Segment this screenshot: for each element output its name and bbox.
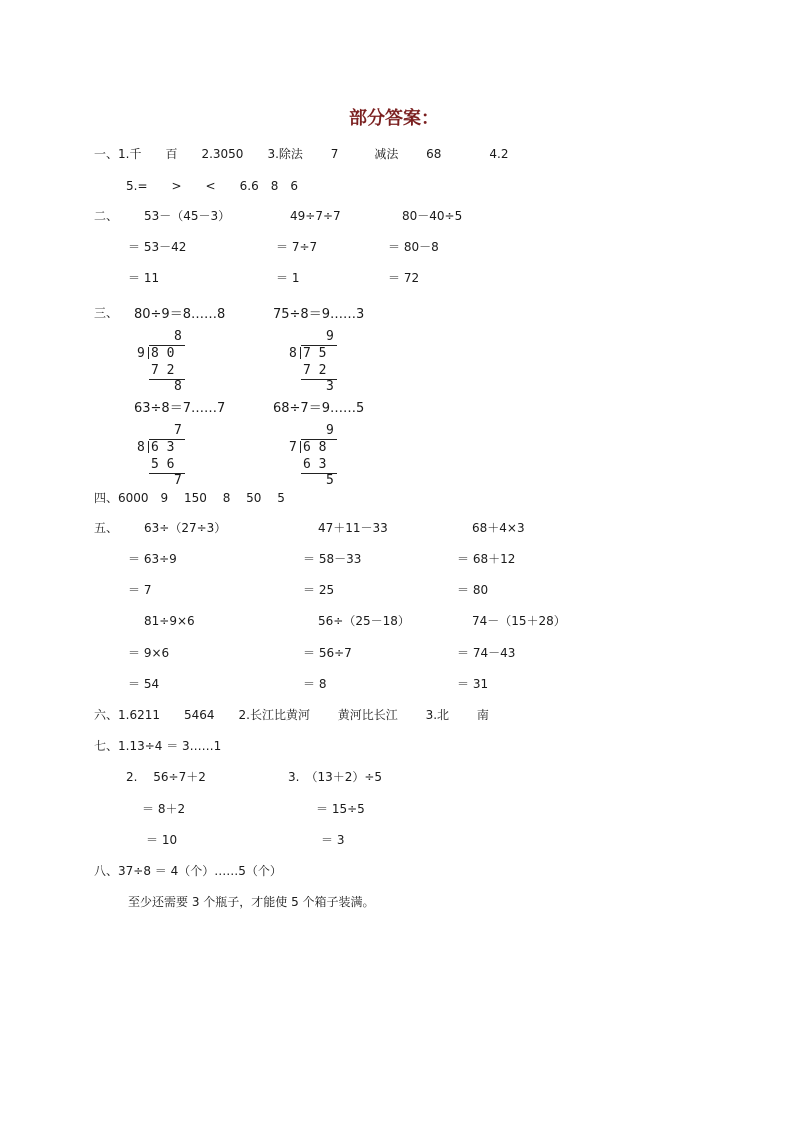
section5-c3-r5: ＝ 74－43	[457, 646, 516, 660]
section3-label: 三、	[94, 306, 119, 320]
ld2-remainder: 3	[326, 379, 334, 394]
page-title: 部分答案：	[349, 108, 439, 129]
section5-c3-r1: 68＋4×3	[472, 521, 525, 535]
section2-c2-r1: 49÷7÷7	[290, 209, 341, 223]
ld1-remainder: 8	[174, 379, 182, 394]
section2-c3-r2: ＝ 80－8	[388, 240, 439, 254]
section7-a-r1: 2. 56÷7＋2	[126, 770, 206, 784]
section5-c1-r1: 63÷（27÷3）	[144, 521, 227, 535]
section2-c2-r3: ＝ 1	[276, 271, 300, 285]
section1-line1: 一、1.千 百 2.3050 3.除法 7 减法 68 4.2	[94, 147, 509, 161]
section5-c2-r1: 47＋11－33	[318, 521, 388, 535]
ld4-bracket	[300, 441, 301, 453]
section5-c3-r6: ＝ 31	[457, 677, 489, 691]
section8-line2: 至少还需要 3 个瓶子，才能使 5 个箱子装满。	[128, 895, 375, 909]
section1-line2: 5.= > < 6.6 8 6	[126, 179, 298, 193]
section5-c2-r6: ＝ 8	[303, 677, 327, 691]
section2-c3-r3: ＝ 72	[388, 271, 420, 285]
ld2-product: 7 2	[303, 363, 327, 378]
section3-eq-2: 75÷8＝9……3	[273, 307, 365, 322]
section2-c3-r1: 80－40÷5	[402, 209, 463, 223]
section5-c2-r3: ＝ 25	[303, 583, 335, 597]
section2-c1-r1: 53－（45－3）	[144, 209, 231, 223]
section5-c1-r2: ＝ 63÷9	[128, 552, 177, 566]
section5-c3-r3: ＝ 80	[457, 583, 489, 597]
section5-c2-r2: ＝ 58－33	[303, 552, 362, 566]
section5-c3-r4: 74－（15＋28）	[472, 614, 566, 628]
ld1-product: 7 2	[151, 363, 175, 378]
ld3-bracket	[148, 441, 149, 453]
ld1-quotient: 8	[174, 329, 182, 344]
section5-c1-r4: 81÷9×6	[144, 614, 195, 628]
ld4-dividend: 6 8	[303, 440, 327, 455]
section6-line: 六、1.6211 5464 2.长江比黄河 黄河比长江 3.北 南	[94, 708, 489, 722]
ld2-divisor: 8	[289, 346, 297, 361]
section5-c1-r3: ＝ 7	[128, 583, 152, 597]
ld1-divisor: 9	[137, 346, 145, 361]
ld4-product: 6 3	[303, 457, 327, 472]
ld3-product: 5 6	[151, 457, 175, 472]
section2-label: 二、	[94, 209, 119, 223]
section5-c1-r6: ＝ 54	[128, 677, 160, 691]
ld1-bracket	[148, 347, 149, 359]
ld2-bracket	[300, 347, 301, 359]
ld1-dividend: 8 0	[151, 346, 175, 361]
section7-a-r2: ＝ 8＋2	[142, 802, 186, 816]
section2-c1-r3: ＝ 11	[128, 271, 160, 285]
ld3-remainder: 7	[174, 473, 182, 488]
section3-eq-4: 68÷7＝9……5	[273, 401, 365, 416]
section4-line: 四、6000 9 150 8 50 5	[94, 491, 285, 505]
ld3-quotient: 7	[174, 423, 182, 438]
ld4-quotient: 9	[326, 423, 334, 438]
section5-c2-r4: 56÷（25－18）	[318, 614, 410, 628]
section5-label: 五、	[94, 521, 119, 535]
section7-b-r2: ＝ 15÷5	[316, 802, 365, 816]
section2-c1-r2: ＝ 53－42	[128, 240, 187, 254]
ld3-dividend: 6 3	[151, 440, 175, 455]
section5-c1-r5: ＝ 9×6	[128, 646, 170, 660]
section7-b-r1: 3. （13＋2）÷5	[288, 770, 383, 784]
section5-c2-r5: ＝ 56÷7	[303, 646, 352, 660]
ld2-quotient: 9	[326, 329, 334, 344]
section5-c3-r2: ＝ 68＋12	[457, 552, 516, 566]
ld2-dividend: 7 5	[303, 346, 327, 361]
section7-b-r3: ＝ 3	[321, 833, 345, 847]
section3-eq-3: 63÷8＝7……7	[134, 401, 226, 416]
section7-a-r3: ＝ 10	[146, 833, 178, 847]
ld4-remainder: 5	[326, 473, 334, 488]
section2-c2-r2: ＝ 7÷7	[276, 240, 318, 254]
section7-line1: 七、1.13÷4 ＝ 3……1	[94, 739, 222, 753]
ld3-divisor: 8	[137, 440, 145, 455]
ld4-divisor: 7	[289, 440, 297, 455]
section8-line1: 八、37÷8 ＝ 4（个）……5（个）	[94, 864, 282, 878]
section3-eq-1: 80÷9＝8……8	[134, 307, 226, 322]
